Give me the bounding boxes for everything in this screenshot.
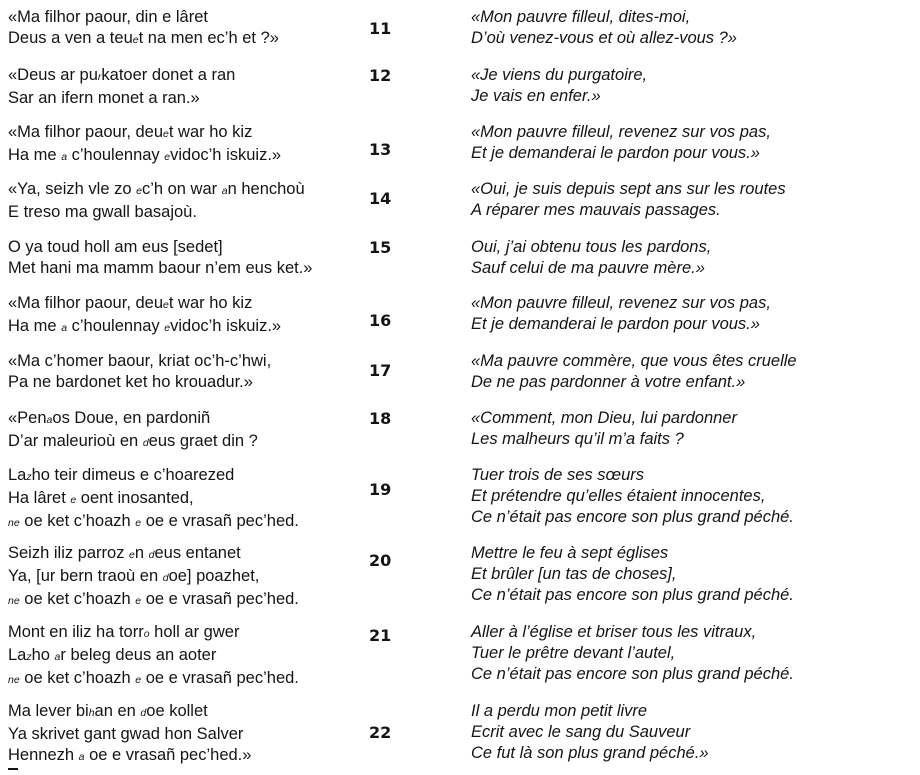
french-line: Les malheurs qu’il m’a faits ?	[471, 430, 684, 448]
french-line: Et je demanderai le pardon pour vous.»	[471, 144, 760, 162]
breton-line: Lazho ar beleg deus an aoter	[8, 646, 217, 664]
small-glyph: o	[143, 628, 150, 640]
french-line: Mettre le feu à sept églises	[471, 544, 669, 562]
small-glyph: d	[162, 572, 169, 584]
french-line: Ce n’était pas encore son plus grand péché.	[471, 586, 794, 604]
french-line: Il a perdu mon petit livre	[471, 702, 648, 720]
stanza-number: 20	[369, 551, 392, 570]
breton-line: D’ar maleurioù en deus graet din ?	[8, 432, 258, 450]
breton-line: «Ma c’homer baour, kriat oc’h-c’hwi,	[8, 352, 272, 370]
french-line: «Mon pauvre filleul, revenez sur vos pas,	[471, 294, 771, 312]
french-line: D’où venez-vous et où allez-vous ?»	[471, 29, 737, 47]
breton-line: «Ma filhor paour, din e lâret	[8, 8, 208, 26]
small-glyph: e	[163, 299, 169, 311]
small-glyph: a	[54, 651, 61, 663]
breton-line: «Deus ar purkatoer donet a ran	[8, 66, 236, 84]
stanza-number: 11	[369, 19, 392, 38]
small-glyph: d	[148, 549, 155, 561]
breton-line: «Ma filhor paour, deuet war ho kiz	[8, 294, 253, 312]
small-glyph: e	[129, 549, 135, 561]
french-line: Je vais en enfer.»	[471, 87, 601, 105]
breton-verse	[8, 622, 299, 691]
breton-line: E treso ma gwall basajoù.	[8, 203, 197, 221]
french-translation	[471, 237, 711, 279]
small-glyph: d	[142, 437, 149, 449]
breton-line: Ha me a c’houlennay evidoc’h iskuiz.»	[8, 317, 282, 335]
stanza-number: 12	[369, 66, 392, 85]
breton-line: «Ma filhor paour, deuet war ho kiz	[8, 123, 253, 141]
french-line: Ce n’était pas encore son plus grand péché.	[471, 665, 794, 683]
small-glyph: z	[26, 471, 32, 483]
french-line: «Comment, mon Dieu, lui pardonner	[471, 409, 737, 427]
small-glyph: h	[88, 707, 95, 719]
breton-line: Ha me a c’houlennay evidoc’h iskuiz.»	[8, 146, 282, 164]
french-line: Ce n’était pas encore son plus grand péché.	[471, 508, 794, 526]
breton-verse	[8, 293, 281, 339]
small-glyph: e	[164, 322, 171, 334]
stanza-number: 22	[369, 723, 392, 742]
french-line: «Mon pauvre filleul, dites-moi,	[471, 8, 691, 26]
breton-verse	[8, 543, 299, 612]
french-translation	[471, 543, 794, 606]
page-mark	[8, 768, 18, 770]
french-line: De ne pas pardonner à votre enfant.»	[471, 373, 746, 391]
breton-line: Seizh iliz parroz en deus entanet	[8, 544, 241, 562]
breton-verse	[8, 65, 235, 109]
small-glyph: z	[26, 651, 32, 663]
breton-line: O ya toud holl am eus [sedet]	[8, 238, 223, 256]
small-glyph: e	[136, 185, 142, 197]
french-line: Tuer le prêtre devant l’autel,	[471, 644, 676, 662]
french-line: Oui, j’ai obtenu tous les pardons,	[471, 238, 712, 256]
french-translation	[471, 351, 797, 393]
small-glyph: e	[70, 494, 77, 506]
french-translation	[471, 701, 709, 764]
breton-line: Mont en iliz ha torro holl ar gwer	[8, 623, 240, 641]
breton-line: Deus a ven a teuet na men ec’h et ?»	[8, 29, 279, 47]
french-translation	[471, 465, 794, 528]
breton-line: Ma lever bihan en doe kollet	[8, 702, 208, 720]
small-glyph: e	[135, 595, 142, 607]
small-glyph: a	[61, 322, 68, 334]
french-translation	[471, 65, 647, 107]
french-line: Et je demanderai le pardon pour vous.»	[471, 315, 760, 333]
french-line: «Je viens du purgatoire,	[471, 66, 648, 84]
small-glyph: a	[221, 185, 228, 197]
breton-verse	[8, 179, 305, 223]
french-line: Ce fut là son plus grand péché.»	[471, 744, 709, 762]
small-glyph: a	[46, 414, 53, 426]
breton-line: Met hani ma mamm baour n’em eus ket.»	[8, 259, 313, 277]
breton-line: «Ya, seizh vle zo ec’h on war an henchoù	[8, 180, 305, 198]
small-glyph: e	[132, 34, 139, 46]
stanza-number: 21	[369, 626, 392, 645]
french-translation	[471, 293, 771, 335]
stanza-number: 16	[369, 311, 392, 330]
small-glyph: e	[163, 128, 169, 140]
breton-verse	[8, 351, 271, 393]
french-translation	[471, 7, 737, 49]
french-translation	[471, 122, 771, 164]
french-line: Sauf celui de ma pauvre mère.»	[471, 259, 705, 277]
small-glyph: a	[61, 151, 68, 163]
french-translation	[471, 408, 737, 450]
breton-verse	[8, 7, 279, 51]
small-glyph: ne	[8, 517, 20, 529]
breton-verse	[8, 701, 251, 768]
french-line: A réparer mes mauvais passages.	[471, 201, 721, 219]
french-line: «Ma pauvre commère, que vous êtes cruelle	[471, 352, 797, 370]
small-glyph: a	[78, 751, 85, 763]
stanza-number: 17	[369, 361, 392, 380]
french-line: «Oui, je suis depuis sept ans sur les routes	[471, 180, 786, 198]
breton-line: Ya skrivet gant gwad hon Salver	[8, 725, 244, 743]
french-line: Ecrit avec le sang du Sauveur	[471, 723, 691, 741]
breton-line: Pa ne bardonet ket ho krouadur.»	[8, 373, 253, 391]
stanza-number: 14	[369, 189, 392, 208]
breton-verse	[8, 408, 258, 454]
stanza-number: 18	[369, 409, 392, 428]
stanza-number: 13	[369, 140, 392, 159]
small-glyph: ne	[8, 595, 20, 607]
breton-line: Lazho teir dimeus e c’hoarezed	[8, 466, 235, 484]
small-glyph: e	[135, 517, 142, 529]
stanza-number: 15	[369, 238, 392, 257]
small-glyph: d	[140, 707, 147, 719]
french-translation	[471, 622, 794, 685]
french-translation	[471, 179, 786, 221]
breton-line: Ya, [ur bern traoù en doe] poazhet,	[8, 567, 260, 585]
breton-line: «Penaos Doue, en pardoniñ	[8, 409, 211, 427]
breton-verse	[8, 237, 312, 279]
breton-line: Hennezh a oe e vrasañ pec’hed.»	[8, 746, 252, 764]
breton-line: Sar an ifern monet a ran.»	[8, 89, 200, 107]
breton-line: ne oe ket c’hoazh e oe e vrasañ pec’hed.	[8, 512, 299, 530]
breton-verse	[8, 465, 299, 534]
french-line: Et brûler [un tas de choses],	[471, 565, 677, 583]
breton-line: ne oe ket c’hoazh e oe e vrasañ pec’hed.	[8, 590, 299, 608]
french-line: Et prétendre qu’elles étaient innocentes,	[471, 487, 766, 505]
breton-verse	[8, 122, 281, 168]
breton-line: Ha lâret e oent inosanted,	[8, 489, 194, 507]
french-line: Aller à l’église et briser tous les vitraux,	[471, 623, 757, 641]
french-line: «Mon pauvre filleul, revenez sur vos pas,	[471, 123, 771, 141]
small-glyph: e	[135, 674, 142, 686]
stanza-number: 19	[369, 480, 392, 499]
small-glyph: ne	[8, 674, 20, 686]
french-line: Tuer trois de ses sœurs	[471, 466, 644, 484]
breton-line: ne oe ket c’hoazh e oe e vrasañ pec’hed.	[8, 669, 299, 687]
small-glyph: e	[164, 151, 171, 163]
small-glyph: r	[97, 71, 102, 83]
